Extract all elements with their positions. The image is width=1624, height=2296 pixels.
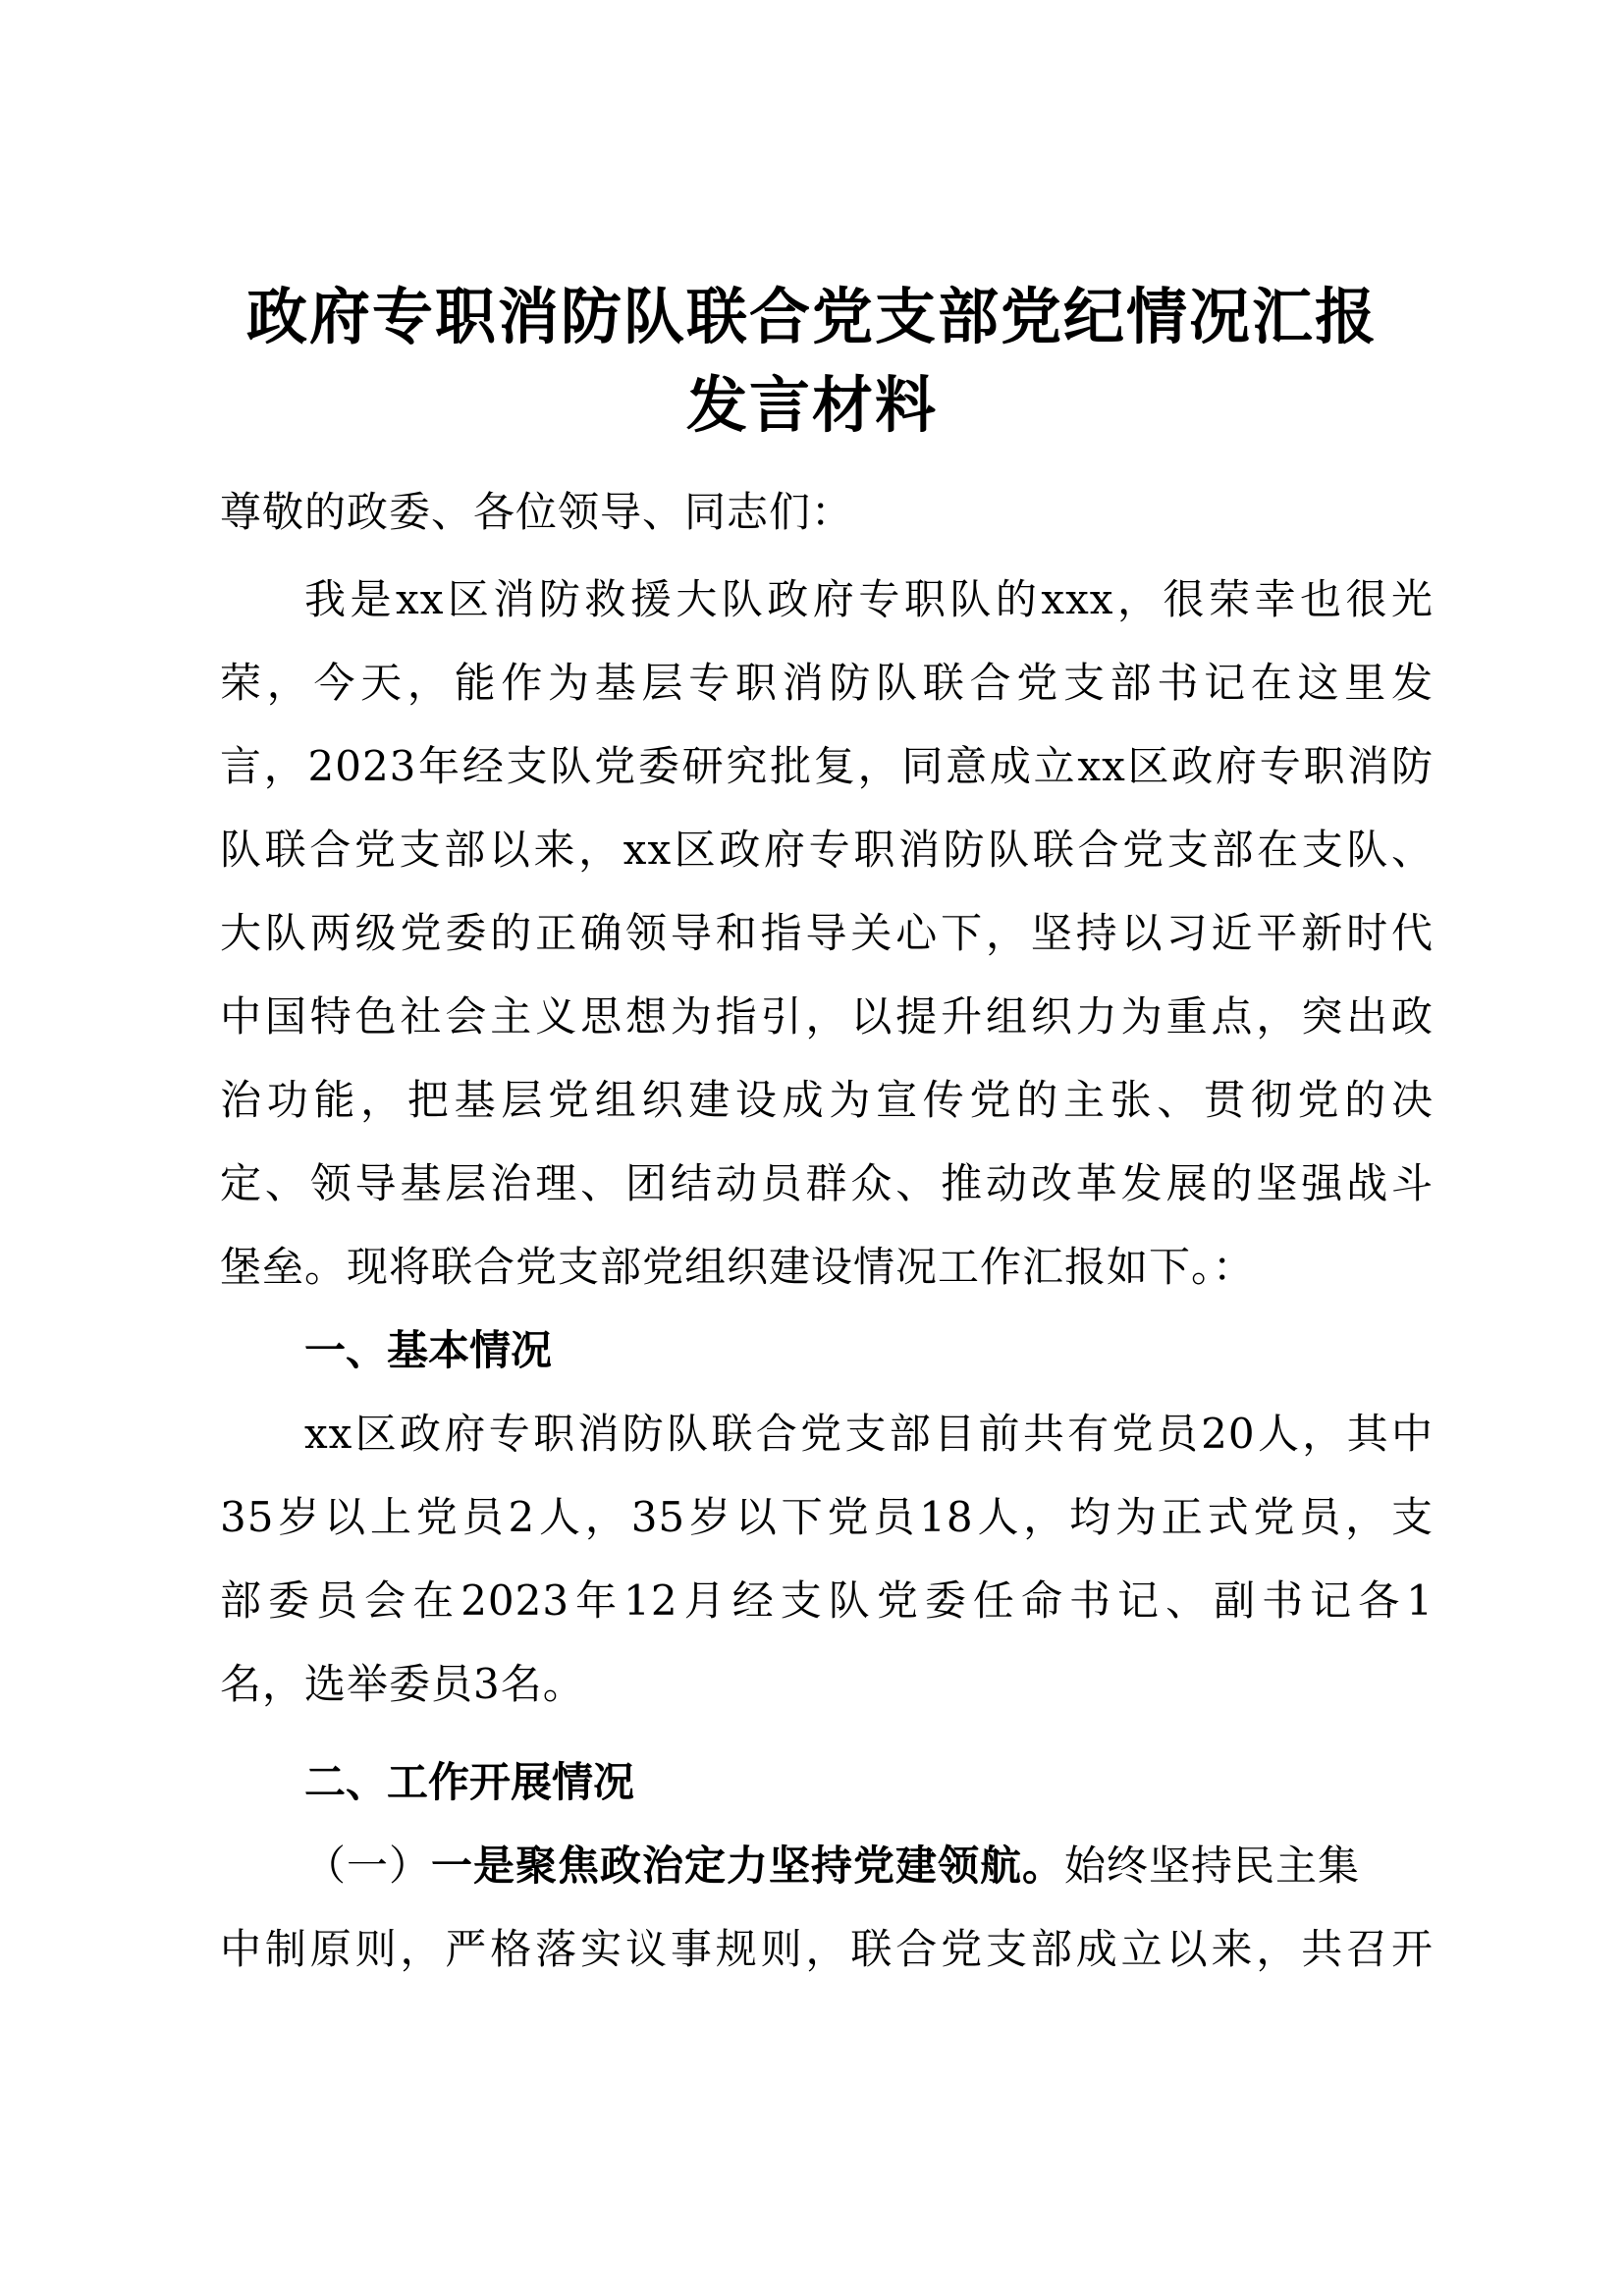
salutation: 尊敬的政委、各位领导、同志们： [220,488,854,536]
intro-line-2: 荣，今天，能作为基层专职消防队联合党支部书记在这里发 [220,659,1434,707]
sub1-label: （一） [304,1842,432,1890]
sub1-rest: 始终坚持民主集 [1064,1842,1361,1890]
document-title-line-1: 政府专职消防队联合党支部党纪情况汇报 [245,281,1378,352]
section2-sub1-line-1 [304,1837,1434,1896]
section1-line-2: 35岁以上党员2人，35岁以下党员18人，均为正式党员，支 [220,1493,1434,1541]
section-heading-work: 二、工作开展情况 [304,1758,635,1806]
intro-line-7: 治功能，把基层党组织建设成为宣传党的主张、贯彻党的决 [220,1076,1434,1124]
section1-line-3: 部委员会在2023年12月经支队党委任命书记、副书记各1 [220,1576,1434,1625]
sub1-bold-lead: 一是聚焦政治定力坚持党建领航。 [431,1842,1065,1890]
intro-line-4: 队联合党支部以来，xx区政府专职消防队联合党支部在支队、 [220,826,1434,874]
intro-line-8: 定、领导基层治理、团结动员群众、推动改革发展的坚强战斗 [220,1159,1434,1207]
section-heading-basic-info: 一、基本情况 [304,1326,553,1374]
intro-line-5: 大队两级党委的正确领导和指导关心下，坚持以习近平新时代 [220,909,1434,957]
intro-line-3: 言，2023年经支队党委研究批复，同意成立xx区政府专职消防 [220,742,1434,790]
intro-line-9: 堡垒。现将联合党支部党组织建设情况工作汇报如下。： [220,1243,1256,1291]
intro-line-1: 我是xx区消防救援大队政府专职队的xxx，很荣幸也很光 [304,575,1434,623]
intro-line-6: 中国特色社会主义思想为指引，以提升组织力为重点，突出政 [220,992,1434,1041]
section1-line-4: 名，选举委员3名。 [220,1660,585,1708]
section2-sub1-line-2: 中制原则，严格落实议事规则，联合党支部成立以来，共召开 [220,1925,1434,1973]
document-title-line-2: 发言材料 [685,369,938,441]
section1-line-1: xx区政府专职消防队联合党支部目前共有党员20人，其中 [304,1410,1434,1458]
